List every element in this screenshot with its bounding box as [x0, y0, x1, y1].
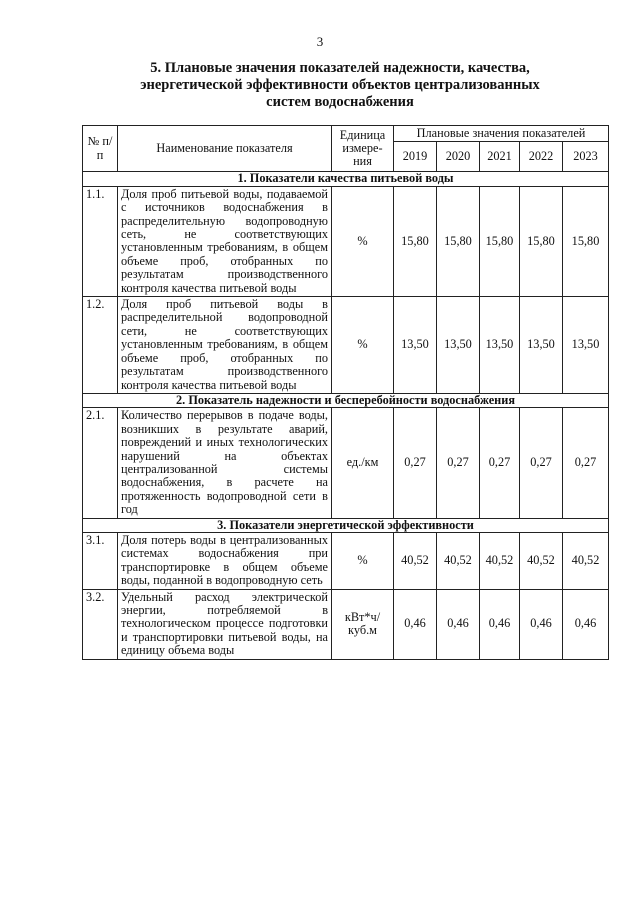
- table-row: [83, 589, 609, 659]
- row-number: 3.1.: [83, 532, 118, 589]
- header-year: 2019: [394, 142, 437, 172]
- indicators-table: [82, 125, 609, 660]
- indicator-name: Доля проб питьевой воды, подаваемой с источников водоснабжения в распределительную водопроводную сеть, не соответствующих установленным требованиям, в общем объеме проб, отобранных по результатам производственного контроля качества питьевой воды: [118, 186, 332, 296]
- value-cell: 0,27: [437, 408, 480, 518]
- page-number: 3: [316, 34, 324, 49]
- value-cell: 13,50: [480, 297, 520, 394]
- unit-cell: %: [332, 186, 394, 296]
- value-cell: 0,46: [563, 589, 609, 659]
- value-cell: 13,50: [563, 297, 609, 394]
- header-name: Наименование показателя: [118, 126, 332, 172]
- row-number: 1.1.: [83, 186, 118, 296]
- value-cell: 40,52: [480, 532, 520, 589]
- row-number: 2.1.: [83, 408, 118, 518]
- value-cell: 15,80: [394, 186, 437, 296]
- header-num: № п/п: [83, 126, 118, 172]
- value-cell: 15,80: [480, 186, 520, 296]
- header-planned-values: Плановые значения показателей: [394, 126, 609, 142]
- value-cell: 13,50: [520, 297, 563, 394]
- unit-cell: %: [332, 532, 394, 589]
- row-number: 3.2.: [83, 589, 118, 659]
- section-row: [83, 393, 609, 407]
- section-row: [83, 172, 609, 186]
- section-row: [83, 518, 609, 532]
- unit-cell: кВт*ч/ куб.м: [332, 589, 394, 659]
- value-cell: 0,27: [563, 408, 609, 518]
- value-cell: 0,27: [394, 408, 437, 518]
- header-year: 2020: [437, 142, 480, 172]
- value-cell: 15,80: [563, 186, 609, 296]
- section-title-cell: 2. Показатель надежности и бесперебойности водоснабжения: [83, 393, 609, 407]
- unit-cell: ед./км: [332, 408, 394, 518]
- unit-cell: %: [332, 297, 394, 394]
- section-title: [110, 60, 570, 111]
- title-line-3: систем водоснабжения: [266, 94, 414, 110]
- indicator-name: Количество перерывов в подаче воды, возникших в результате аварий, повреждений и иных технологических нарушений на объектах централизованной системы водоснабжения, в расчете на протяженность водопроводной сети в год: [118, 408, 332, 518]
- title-line-1: 5. Плановые значения показателей надежности, качества,: [150, 60, 530, 76]
- table-row: [83, 297, 609, 394]
- header-year: 2021: [480, 142, 520, 172]
- value-cell: 13,50: [394, 297, 437, 394]
- value-cell: 15,80: [437, 186, 480, 296]
- section-title-cell: 3. Показатели энергетической эффективности: [83, 518, 609, 532]
- value-cell: 0,27: [520, 408, 563, 518]
- value-cell: 40,52: [563, 532, 609, 589]
- indicator-name: Доля проб питьевой воды в распределительной водопроводной сети, не соответствующих установленным требованиям, в общем объеме проб, отобранных по результатам производственного контроля качества питьевой воды: [118, 297, 332, 394]
- value-cell: 0,46: [437, 589, 480, 659]
- section-title-cell: 1. Показатели качества питьевой воды: [83, 172, 609, 186]
- value-cell: 0,46: [480, 589, 520, 659]
- value-cell: 40,52: [437, 532, 480, 589]
- value-cell: 0,46: [394, 589, 437, 659]
- value-cell: 0,27: [480, 408, 520, 518]
- table-row: [83, 186, 609, 296]
- table-row: [83, 532, 609, 589]
- indicator-name: Доля потерь воды в централизованных системах водоснабжения при транспортировке в общем объеме воды, поданной в водопроводную сеть: [118, 532, 332, 589]
- value-cell: 0,46: [520, 589, 563, 659]
- value-cell: 40,52: [520, 532, 563, 589]
- value-cell: 15,80: [520, 186, 563, 296]
- header-year: 2023: [563, 142, 609, 172]
- header-unit: Единица измере-ния: [332, 126, 394, 172]
- value-cell: 40,52: [394, 532, 437, 589]
- value-cell: 13,50: [437, 297, 480, 394]
- table-row: [83, 408, 609, 518]
- row-number: 1.2.: [83, 297, 118, 394]
- header-year: 2022: [520, 142, 563, 172]
- title-line-2: энергетической эффективности объектов централизованных: [140, 77, 540, 93]
- indicator-name: Удельный расход электрической энергии, потребляемой в технологическом процессе подготовки и транспортировки питьевой воды, на единицу объема воды: [118, 589, 332, 659]
